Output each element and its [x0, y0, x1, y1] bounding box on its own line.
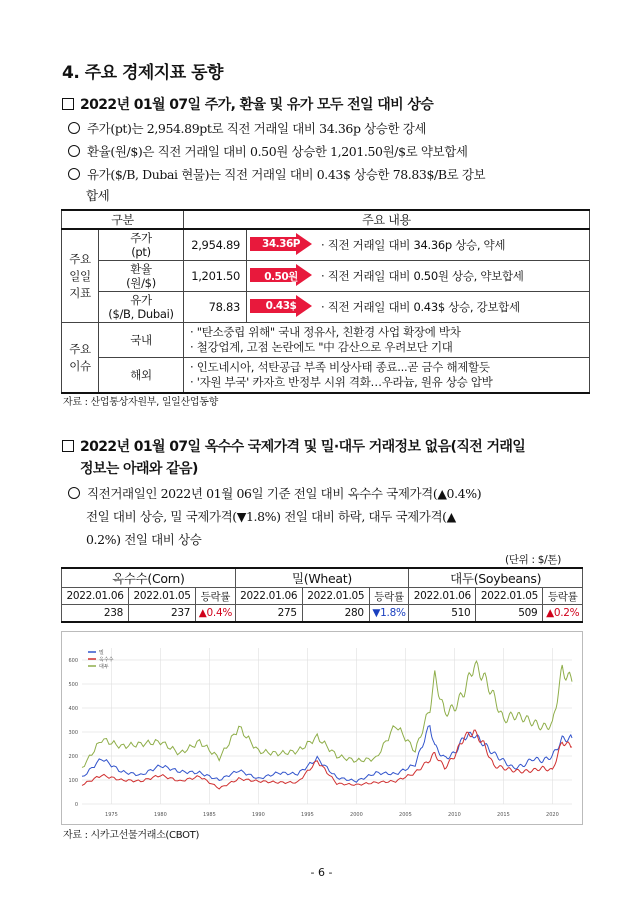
block2-heading: 2022년 01월 07일 옥수수 국제가격 및 밀·대두 거래정보 없음(직전 거래일 [62, 436, 525, 458]
x-tick-label: 2015 [497, 812, 510, 818]
table1-source: 자료 : 산업통상자원부, 일일산업동향 [63, 397, 218, 408]
x-tick-label: 1990 [252, 812, 265, 818]
up-arrow-icon: 34.36P [250, 233, 312, 255]
issue-lines [184, 358, 590, 394]
up-arrow-icon: 0.43$ [250, 295, 312, 317]
group-issues: 주요 이슈 [62, 323, 99, 394]
soy-rate: ▲0.2% [543, 605, 583, 623]
wheat-rate: ▼1.8% [369, 605, 409, 623]
row-name: 유가 ($/B, Dubai) [99, 292, 184, 323]
wheat-d2: 280 [302, 605, 369, 623]
block1-bullet-3-cont: 합세 [86, 188, 110, 203]
x-tick-label: 2020 [546, 812, 559, 818]
row-value: 1,201.50 [184, 261, 247, 292]
table-row [62, 358, 590, 394]
block2-heading-cont: 정보는 아래와 같음) [80, 461, 198, 477]
y-tick-label: 400 [68, 706, 78, 712]
y-tick-label: 300 [68, 730, 78, 736]
row-change-cell [247, 292, 316, 323]
x-tick-label: 2010 [448, 812, 461, 818]
series-line-soybeans [82, 661, 572, 767]
subhead: 등락률 [369, 588, 409, 605]
table-head-content: 주요 내용 [184, 210, 590, 229]
grain-price-table [61, 567, 583, 623]
y-tick-label: 500 [68, 682, 78, 688]
y-tick-label: 600 [68, 658, 78, 664]
table-row [62, 292, 590, 323]
circle-bullet-icon [68, 145, 80, 157]
issue-name: 국내 [99, 323, 184, 358]
subhead: 2022.01.05 [129, 588, 196, 605]
table-row [62, 323, 590, 358]
corn-d2: 237 [129, 605, 196, 623]
issue-lines [184, 323, 590, 358]
table2-unit: (단위 : $/톤) [505, 554, 562, 566]
page-number: - 6 - [310, 866, 333, 879]
issue-line: · 철강업계, 고점 논란에도 "中 감산으로 우려보단 기대 [190, 340, 453, 354]
subhead: 2022.01.06 [409, 588, 476, 605]
row-change-cell [247, 229, 316, 261]
block2-bullet-cont-1: 전일 대비 상승, 밀 국제가격(▼1.8%) 전일 대비 하락, 대두 국제가격(▲ [86, 509, 456, 524]
corn-rate: ▲0.4% [196, 605, 236, 623]
block1-bullet-3: 유가($/B, Dubai 현물)는 직전 거래일 대비 0.43$ 상승한 78.83$/B로 강보 [68, 163, 485, 186]
table-subhead-row [62, 588, 583, 605]
subhead: 등락률 [543, 588, 583, 605]
section-title: 4. 주요 경제지표 동향 [62, 63, 223, 83]
x-tick-label: 1975 [105, 812, 118, 818]
subhead: 등락률 [196, 588, 236, 605]
subhead: 2022.01.06 [62, 588, 129, 605]
block2-bullet: 직전거래일인 2022년 01월 06일 기준 전일 대비 옥수수 국제가격(▲0.4%) [68, 482, 481, 505]
y-tick-label: 100 [68, 778, 78, 784]
table-row [62, 605, 583, 623]
chart-source: 자료 : 시카고선물거래소(CBOT) [63, 830, 200, 841]
x-tick-label: 1985 [203, 812, 216, 818]
legend-label: 옥수수 [99, 657, 114, 663]
subhead: 2022.01.05 [302, 588, 369, 605]
square-bullet-icon [62, 98, 74, 110]
group-corn: 옥수수(Corn) [62, 568, 236, 588]
wheat-d1: 275 [235, 605, 302, 623]
x-tick-label: 1980 [154, 812, 167, 818]
y-tick-label: 200 [68, 754, 78, 760]
row-desc: · 직전 거래일 대비 34.36p 상승, 약세 [315, 229, 590, 261]
soy-d1: 510 [409, 605, 476, 623]
row-value: 78.83 [184, 292, 247, 323]
y-tick-label: 0 [74, 802, 78, 808]
block1-bullet-2: 환율(원/$)은 직전 거래일 대비 0.50원 상승한 1,201.50원/$로 약보합세 [68, 140, 468, 163]
subhead: 2022.01.06 [235, 588, 302, 605]
up-arrow-icon: 0.50원 [250, 264, 312, 286]
circle-bullet-icon [68, 487, 80, 499]
row-desc: · 직전 거래일 대비 0.43$ 상승, 강보합세 [315, 292, 590, 323]
group-daily-indicators: 주요 일일 지표 [62, 229, 99, 323]
subhead: 2022.01.05 [476, 588, 543, 605]
group-wheat: 밀(Wheat) [235, 568, 409, 588]
row-name: 주가 (pt) [99, 229, 184, 261]
price-history-chart [61, 631, 583, 825]
soy-d2: 509 [476, 605, 543, 623]
row-value: 2,954.89 [184, 229, 247, 261]
table-row [62, 261, 590, 292]
row-change-cell [247, 261, 316, 292]
x-tick-label: 1995 [301, 812, 314, 818]
issue-line: · '자원 부국' 카자흐 반정부 시위 격화…우라늄, 원유 상승 압박 [190, 375, 493, 389]
block2-bullet-cont-2: 0.2%) 전일 대비 상승 [86, 532, 202, 547]
row-desc: · 직전 거래일 대비 0.50원 상승, 약보합세 [315, 261, 590, 292]
table-row [62, 229, 590, 261]
circle-bullet-icon [68, 168, 80, 180]
corn-d1: 238 [62, 605, 129, 623]
indicator-table [61, 209, 590, 394]
issue-line: · 인도네시아, 석탄공급 부족 비상사태 종료...곧 금수 해제할듯 [190, 360, 490, 374]
x-tick-label: 2005 [399, 812, 412, 818]
block1-bullet-1: 주가(pt)는 2,954.89pt로 직전 거래일 대비 34.36p 상승한 강세 [68, 117, 426, 140]
legend-label: 밀 [99, 650, 104, 656]
legend-label: 대두 [99, 664, 109, 670]
block1-heading: 2022년 01월 07일 주가, 환율 및 유가 모두 전일 대비 상승 [62, 94, 433, 116]
issue-line: · "탄소중립 위해" 국내 정유사, 친환경 사업 확장에 박차 [190, 325, 461, 339]
x-tick-label: 2000 [350, 812, 363, 818]
circle-bullet-icon [68, 122, 80, 134]
table-head-category: 구분 [62, 210, 184, 229]
square-bullet-icon [62, 440, 74, 452]
chart-svg [62, 632, 582, 824]
row-name: 환율 (원/$) [99, 261, 184, 292]
group-soybeans: 대두(Soybeans) [409, 568, 583, 588]
issue-name: 해외 [99, 358, 184, 394]
